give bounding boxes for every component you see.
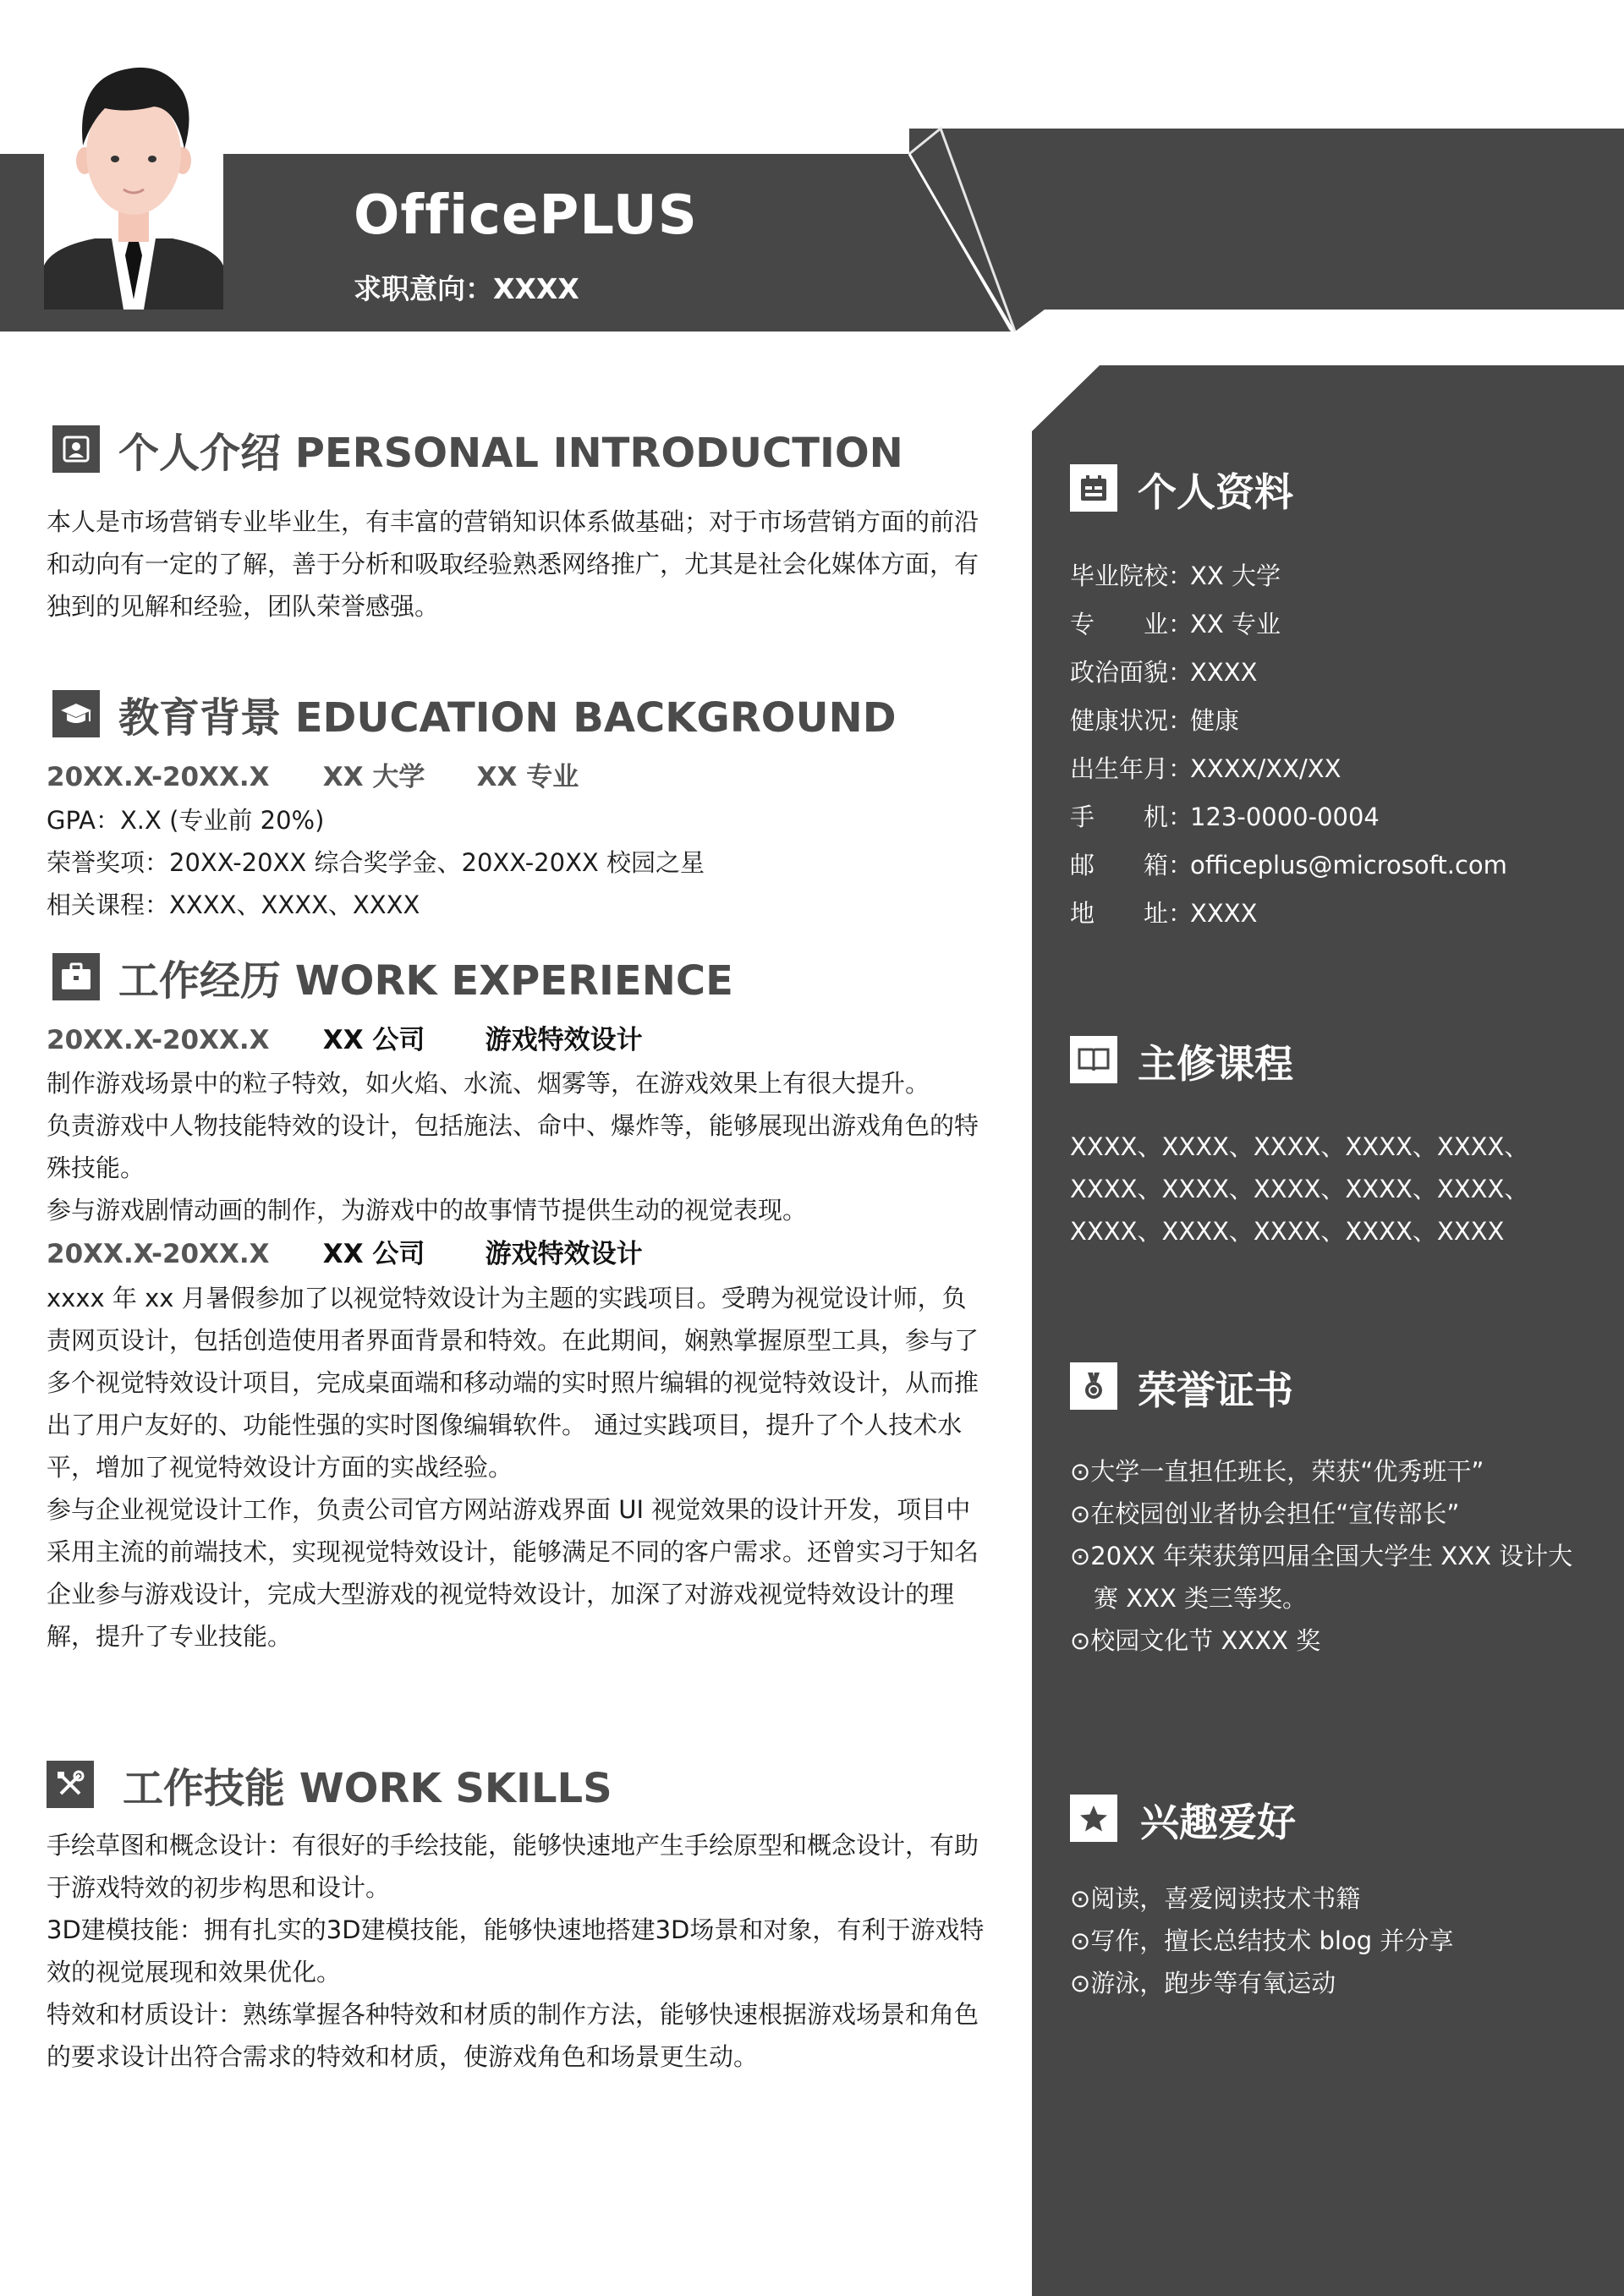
- skills-title: 工作技能 WORK SKILLS: [123, 1765, 612, 1812]
- courses-title: 主修课程: [1138, 1041, 1293, 1087]
- job-company: XX 公司: [322, 1239, 425, 1269]
- courses-text: XXXX、XXXX、XXXX、XXXX、XXXX、XXXX、XXXX、XXXX、XXXX、XXXX、XXXX、XXXX、XXXX、XXXX、XXXX: [1070, 1132, 1529, 1246]
- education-school: XX 大学: [322, 762, 425, 792]
- job-paragraph: 制作游戏场景中的粒子特效，如火焰、水流、烟雾等，在游戏效果上有很大提升。: [47, 1069, 930, 1098]
- education-gpa: GPA：X.X (专业前 20%): [47, 806, 325, 835]
- intro-title: 个人介绍 PERSONAL INTRODUCTION: [118, 430, 903, 477]
- honors-title: 荣誉证书: [1138, 1367, 1293, 1413]
- graduation-cap-icon: [52, 690, 100, 737]
- honor-item: ⊙校园文化节 XXXX 奖: [1070, 1626, 1321, 1655]
- work-title: 工作经历 WORK EXPERIENCE: [118, 957, 733, 1005]
- profile-label: 专 业：: [1070, 610, 1193, 638]
- profile-list: [1070, 552, 1507, 938]
- profile-value: 健康: [1190, 706, 1240, 735]
- profile-label: 出生年月：: [1070, 754, 1193, 783]
- profile-item: [1070, 793, 1507, 841]
- job-description: [47, 1062, 985, 1231]
- skills-text: [47, 1824, 985, 2078]
- honor-item: ⊙大学一直担任班长，荣获“优秀班干”: [1070, 1457, 1484, 1486]
- briefcase-icon: [52, 953, 100, 1000]
- profile-item: [1070, 745, 1507, 793]
- star-icon: [1070, 1795, 1117, 1842]
- job-role: 游戏特效设计: [485, 1239, 643, 1269]
- education-courses: 相关课程：XXXX、XXXX、XXXX: [47, 890, 420, 919]
- job-company: XX 公司: [322, 1025, 425, 1055]
- profile-label: 毕业院校：: [1070, 562, 1193, 590]
- hobby-item: ⊙游泳，跑步等有氧运动: [1070, 1969, 1336, 1997]
- job-description: [47, 1277, 985, 1658]
- education-honors: 荣誉奖项：20XX-20XX 综合奖学金、20XX-20XX 校园之星: [47, 848, 705, 877]
- job-role: 游戏特效设计: [485, 1025, 643, 1055]
- profile-value: XXXX: [1190, 658, 1258, 687]
- profile-title: 个人资料: [1138, 469, 1293, 515]
- profile-label: 健康状况：: [1070, 706, 1193, 735]
- profile-item: [1070, 649, 1507, 697]
- hobbies-list: [1070, 1877, 1586, 2004]
- profile-value: XXXX/XX/XX: [1190, 754, 1341, 783]
- profile-value: XX 专业: [1190, 610, 1281, 638]
- honor-item: ⊙20XX 年荣获第四届全国大学生 XXX 设计大赛 XXX 类三等奖。: [1070, 1542, 1573, 1613]
- person-icon: [52, 425, 100, 473]
- profile-item: [1070, 697, 1507, 745]
- honor-item: ⊙在校园创业者协会担任“宣传部长”: [1070, 1499, 1460, 1528]
- job-paragraph: 参与企业视觉设计工作，负责公司官方网站游戏界面 UI 视觉效果的设计开发，项目中采用主流的前端技术，实现视觉特效设计，能够满足不同的客户需求。还曾实习于知名企业参与游戏设计，完成大型游戏的视觉特效设计，加深了对游戏视觉特效设计的理解，提升了专业技能。: [47, 1495, 979, 1651]
- profile-value: XXXX: [1190, 899, 1258, 928]
- calendar-icon: [1070, 464, 1117, 512]
- profile-item: [1070, 890, 1507, 938]
- skill-paragraph: 特效和材质设计：熟练掌握各种特效和材质的制作方法，能够快速根据游戏场景和角色的要求设计出符合需求的特效和材质，使游戏角色和场景更生动。: [47, 2000, 979, 2071]
- profile-value: 123-0000-0004: [1190, 803, 1380, 831]
- education-header: [47, 756, 579, 798]
- book-icon: [1070, 1036, 1117, 1083]
- job-intent: 求职意向：XXXX: [354, 272, 579, 305]
- tools-icon: [47, 1761, 94, 1808]
- job-header: [47, 1019, 643, 1061]
- profile-value: officeplus@microsoft.com: [1190, 851, 1507, 879]
- job-paragraph: xxxx 年 xx 月暑假参加了以视觉特效设计为主题的实践项目。受聘为视觉设计师，负责网页设计，包括创造使用者界面背景和特效。在此期间，娴熟掌握原型工具，参与了多个视觉特效设计项目，完成桌面端和移动端的实时照片编辑的视觉特效设计，从而推出了用户友好的、功能性强的实时图像编辑软件。 通过实践项目，提升了个人技术水平，增加了视觉特效设计方面的实战经验。: [47, 1284, 979, 1482]
- hobby-item: ⊙阅读，喜爱阅读技术书籍: [1070, 1884, 1361, 1913]
- honors-list: [1070, 1450, 1586, 1662]
- profile-label: 地 址：: [1070, 899, 1193, 928]
- job-period: 20XX.X-20XX.X: [47, 1025, 270, 1055]
- profile-label: 手 机：: [1070, 803, 1193, 831]
- job-period: 20XX.X-20XX.X: [47, 1239, 270, 1269]
- hobbies-title: 兴趣爱好: [1140, 1800, 1296, 1845]
- applicant-name: OfficePLUS: [354, 184, 698, 247]
- avatar: [44, 54, 223, 310]
- job-paragraph: 参与游戏剧情动画的制作，为游戏中的故事情节提供生动的视觉表现。: [47, 1196, 808, 1225]
- job-header: [47, 1233, 643, 1275]
- skill-paragraph: 3D建模技能：拥有扎实的3D建模技能，能够快速地搭建3D场景和对象，有利于游戏特效的视觉展现和效果优化。: [47, 1915, 985, 1986]
- profile-value: XX 大学: [1190, 562, 1281, 590]
- profile-item: [1070, 600, 1507, 649]
- profile-label: 政治面貌：: [1070, 658, 1193, 687]
- hobby-item: ⊙写作，擅长总结技术 blog 并分享: [1070, 1926, 1454, 1955]
- intro-text: 本人是市场营销专业毕业生，有丰富的营销知识体系做基础；对于市场营销方面的前沿和动向有一定的了解，善于分析和吸取经验熟悉网络推广，尤其是社会化媒体方面，有独到的见解和经验，团队荣誉感强。: [47, 507, 979, 621]
- profile-label: 邮 箱：: [1070, 851, 1193, 879]
- profile-item: [1070, 552, 1507, 600]
- job-paragraph: 负责游戏中人物技能特效的设计，包括施法、命中、爆炸等，能够展现出游戏角色的特殊技能。: [47, 1111, 979, 1182]
- education-period: 20XX.X-20XX.X: [47, 762, 270, 792]
- profile-item: [1070, 841, 1507, 890]
- medal-icon: [1070, 1362, 1117, 1410]
- education-title: 教育背景 EDUCATION BACKGROUND: [118, 694, 897, 742]
- education-major: XX 专业: [476, 762, 579, 792]
- skill-paragraph: 手绘草图和概念设计：有很好的手绘技能，能够快速地产生手绘原型和概念设计，有助于游戏特效的初步构思和设计。: [47, 1831, 979, 1902]
